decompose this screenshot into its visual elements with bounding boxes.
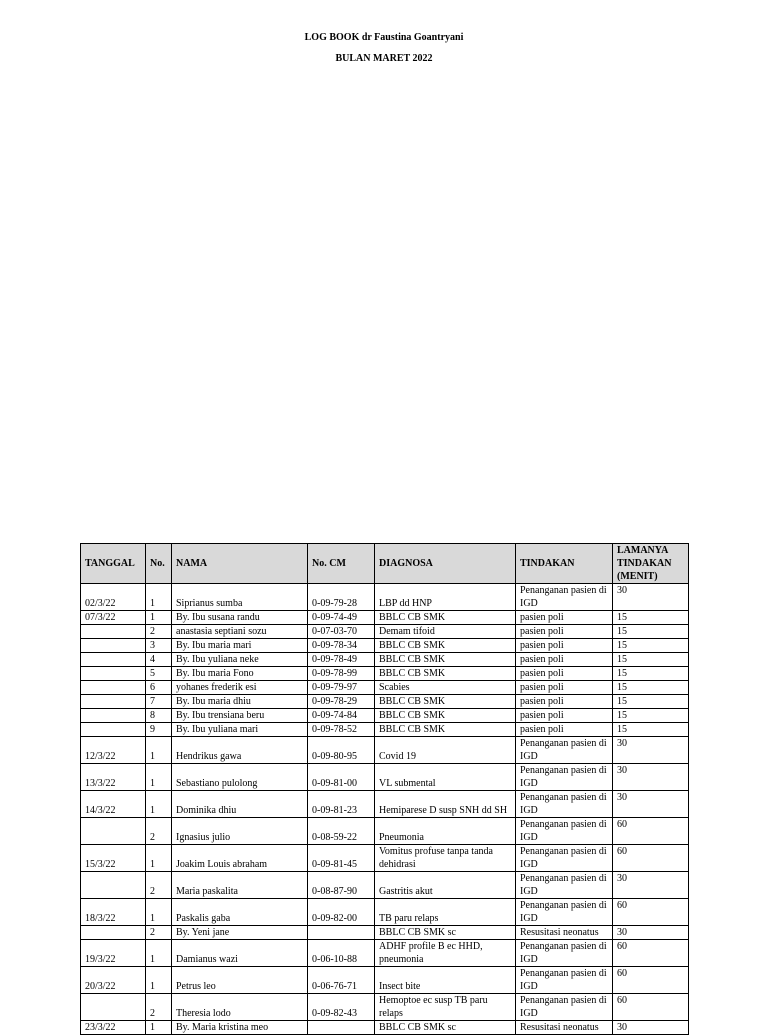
cell-diagnosa: Covid 19 xyxy=(375,737,516,764)
cell-no: 1 xyxy=(146,1021,172,1035)
cell-lamanya: 30 xyxy=(613,764,689,791)
cell-diagnosa: LBP dd HNP xyxy=(375,584,516,611)
page-subtitle: BULAN MARET 2022 xyxy=(335,53,433,64)
table-row xyxy=(81,872,689,899)
cell-nama: Damianus wazi xyxy=(172,940,308,967)
cell-diagnosa: Hemoptoe ec susp TB paru relaps xyxy=(375,994,516,1021)
cell-tanggal xyxy=(81,872,146,899)
cell-tanggal: 19/3/22 xyxy=(81,940,146,967)
cell-no-cm xyxy=(308,1021,375,1035)
cell-no: 1 xyxy=(146,611,172,625)
cell-diagnosa: BBLC CB SMK xyxy=(375,709,516,723)
cell-no-cm: 0-09-74-84 xyxy=(308,709,375,723)
cell-nama: yohanes frederik esi xyxy=(172,681,308,695)
cell-nama: By. Ibu maria mari xyxy=(172,639,308,653)
cell-nama: Hendrikus gawa xyxy=(172,737,308,764)
cell-no: 2 xyxy=(146,872,172,899)
cell-no-cm: 0-08-87-90 xyxy=(308,872,375,899)
cell-no: 8 xyxy=(146,709,172,723)
table-row xyxy=(81,667,689,681)
table-row xyxy=(81,994,689,1021)
cell-lamanya: 60 xyxy=(613,967,689,994)
cell-no-cm: 0-09-78-49 xyxy=(308,653,375,667)
cell-diagnosa: Gastritis akut xyxy=(375,872,516,899)
cell-tindakan: pasien poli xyxy=(516,723,613,737)
cell-no: 6 xyxy=(146,681,172,695)
cell-tindakan: Penanganan pasien di IGD xyxy=(516,967,613,994)
cell-diagnosa: BBLC CB SMK sc xyxy=(375,1021,516,1035)
cell-nama: By. Ibu maria Fono xyxy=(172,667,308,681)
cell-lamanya: 60 xyxy=(613,899,689,926)
cell-lamanya: 30 xyxy=(613,584,689,611)
cell-tindakan: Penanganan pasien di IGD xyxy=(516,940,613,967)
cell-tanggal xyxy=(81,695,146,709)
cell-no: 5 xyxy=(146,667,172,681)
cell-diagnosa: Hemiparese D susp SNH dd SH xyxy=(375,791,516,818)
cell-nama: By. Maria kristina meo xyxy=(172,1021,308,1035)
cell-no: 2 xyxy=(146,926,172,940)
cell-tanggal: 13/3/22 xyxy=(81,764,146,791)
cell-diagnosa: Pneumonia xyxy=(375,818,516,845)
cell-nama: Paskalis gaba xyxy=(172,899,308,926)
cell-no-cm: 0-06-76-71 xyxy=(308,967,375,994)
column-header-diagnosa: DIAGNOSA xyxy=(375,544,516,584)
cell-no-cm: 0-09-80-95 xyxy=(308,737,375,764)
cell-tanggal xyxy=(81,994,146,1021)
cell-tindakan: pasien poli xyxy=(516,611,613,625)
column-header-no-cm: No. CM xyxy=(308,544,375,584)
table-row xyxy=(81,584,689,611)
cell-tanggal xyxy=(81,639,146,653)
cell-nama: Joakim Louis abraham xyxy=(172,845,308,872)
cell-no: 7 xyxy=(146,695,172,709)
table-row xyxy=(81,723,689,737)
cell-no-cm: 0-08-59-22 xyxy=(308,818,375,845)
table-row xyxy=(81,639,689,653)
cell-tanggal: 15/3/22 xyxy=(81,845,146,872)
table-row xyxy=(81,926,689,940)
cell-no-cm: 0-09-78-29 xyxy=(308,695,375,709)
cell-diagnosa: BBLC CB SMK xyxy=(375,667,516,681)
cell-tanggal xyxy=(81,818,146,845)
cell-nama: Dominika dhiu xyxy=(172,791,308,818)
table-row xyxy=(81,899,689,926)
cell-diagnosa: VL submental xyxy=(375,764,516,791)
cell-diagnosa: Vomitus profuse tanpa tanda dehidrasi xyxy=(375,845,516,872)
cell-lamanya: 15 xyxy=(613,625,689,639)
table-row xyxy=(81,737,689,764)
cell-no: 1 xyxy=(146,764,172,791)
cell-lamanya: 30 xyxy=(613,872,689,899)
cell-tanggal xyxy=(81,667,146,681)
cell-tindakan: Resusitasi neonatus xyxy=(516,926,613,940)
cell-diagnosa: BBLC CB SMK sc xyxy=(375,926,516,940)
cell-lamanya: 15 xyxy=(613,681,689,695)
cell-no-cm: 0-06-10-88 xyxy=(308,940,375,967)
cell-tindakan: pasien poli xyxy=(516,681,613,695)
cell-tanggal: 14/3/22 xyxy=(81,791,146,818)
cell-tanggal: 23/3/22 xyxy=(81,1021,146,1035)
column-header-lamanya: LAMANYA TINDAKAN (MENIT) xyxy=(613,544,689,584)
cell-no: 2 xyxy=(146,818,172,845)
cell-diagnosa: Scabies xyxy=(375,681,516,695)
cell-lamanya: 30 xyxy=(613,1021,689,1035)
cell-tindakan: Penanganan pasien di IGD xyxy=(516,845,613,872)
cell-diagnosa: BBLC CB SMK xyxy=(375,695,516,709)
cell-tindakan: Penanganan pasien di IGD xyxy=(516,872,613,899)
cell-no-cm: 0-09-82-00 xyxy=(308,899,375,926)
cell-lamanya: 15 xyxy=(613,667,689,681)
cell-tanggal xyxy=(81,653,146,667)
cell-no-cm: 0-09-78-34 xyxy=(308,639,375,653)
table-row xyxy=(81,818,689,845)
cell-tindakan: Penanganan pasien di IGD xyxy=(516,791,613,818)
cell-nama: By. Ibu susana randu xyxy=(172,611,308,625)
cell-diagnosa: BBLC CB SMK xyxy=(375,639,516,653)
table-row xyxy=(81,695,689,709)
cell-no: 1 xyxy=(146,791,172,818)
cell-no: 1 xyxy=(146,584,172,611)
cell-no-cm: 0-09-78-52 xyxy=(308,723,375,737)
table-body xyxy=(81,584,689,1035)
cell-nama: Siprianus sumba xyxy=(172,584,308,611)
cell-no: 1 xyxy=(146,899,172,926)
cell-tindakan: pasien poli xyxy=(516,653,613,667)
table-row xyxy=(81,764,689,791)
cell-diagnosa: Demam tifoid xyxy=(375,625,516,639)
cell-tindakan: pasien poli xyxy=(516,625,613,639)
table-row xyxy=(81,791,689,818)
cell-tindakan: Penanganan pasien di IGD xyxy=(516,584,613,611)
log-table xyxy=(80,543,689,1035)
cell-lamanya: 60 xyxy=(613,818,689,845)
table-row xyxy=(81,845,689,872)
cell-diagnosa: ADHF profile B ec HHD, pneumonia xyxy=(375,940,516,967)
cell-lamanya: 60 xyxy=(613,994,689,1021)
cell-no: 1 xyxy=(146,940,172,967)
cell-nama: anastasia septiani sozu xyxy=(172,625,308,639)
cell-diagnosa: BBLC CB SMK xyxy=(375,723,516,737)
cell-diagnosa: BBLC CB SMK xyxy=(375,611,516,625)
cell-no-cm xyxy=(308,926,375,940)
cell-no-cm: 0-09-81-45 xyxy=(308,845,375,872)
cell-tindakan: pasien poli xyxy=(516,709,613,723)
cell-nama: Ignasius julio xyxy=(172,818,308,845)
cell-no-cm: 0-09-81-00 xyxy=(308,764,375,791)
cell-no-cm: 0-07-03-70 xyxy=(308,625,375,639)
table-row xyxy=(81,709,689,723)
cell-nama: Sebastiano pulolong xyxy=(172,764,308,791)
cell-tindakan: Penanganan pasien di IGD xyxy=(516,994,613,1021)
cell-no-cm: 0-09-74-49 xyxy=(308,611,375,625)
column-header-tanggal: TANGGAL xyxy=(81,544,146,584)
cell-lamanya: 30 xyxy=(613,926,689,940)
cell-nama: By. Ibu yuliana neke xyxy=(172,653,308,667)
cell-tindakan: Penanganan pasien di IGD xyxy=(516,899,613,926)
table-header-row xyxy=(81,544,689,584)
column-header-nama: NAMA xyxy=(172,544,308,584)
table-row xyxy=(81,653,689,667)
table-row xyxy=(81,940,689,967)
cell-tanggal xyxy=(81,723,146,737)
cell-lamanya: 15 xyxy=(613,639,689,653)
cell-diagnosa: TB paru relaps xyxy=(375,899,516,926)
cell-lamanya: 60 xyxy=(613,940,689,967)
cell-tanggal: 12/3/22 xyxy=(81,737,146,764)
cell-tanggal xyxy=(81,625,146,639)
cell-tanggal xyxy=(81,681,146,695)
cell-no: 2 xyxy=(146,625,172,639)
cell-lamanya: 60 xyxy=(613,845,689,872)
cell-tindakan: pasien poli xyxy=(516,695,613,709)
cell-tanggal: 20/3/22 xyxy=(81,967,146,994)
cell-lamanya: 15 xyxy=(613,723,689,737)
cell-nama: By. Yeni jane xyxy=(172,926,308,940)
cell-lamanya: 15 xyxy=(613,653,689,667)
cell-tindakan: pasien poli xyxy=(516,667,613,681)
cell-no-cm: 0-09-81-23 xyxy=(308,791,375,818)
cell-diagnosa: BBLC CB SMK xyxy=(375,653,516,667)
cell-no-cm: 0-09-78-99 xyxy=(308,667,375,681)
table-row xyxy=(81,611,689,625)
cell-nama: Petrus leo xyxy=(172,967,308,994)
cell-no-cm: 0-09-79-28 xyxy=(308,584,375,611)
cell-tanggal: 07/3/22 xyxy=(81,611,146,625)
cell-nama: By. Ibu maria dhiu xyxy=(172,695,308,709)
cell-tindakan: Penanganan pasien di IGD xyxy=(516,737,613,764)
cell-tindakan: Penanganan pasien di IGD xyxy=(516,818,613,845)
cell-no-cm: 0-09-79-97 xyxy=(308,681,375,695)
cell-lamanya: 15 xyxy=(613,695,689,709)
cell-tindakan: pasien poli xyxy=(516,639,613,653)
cell-no: 1 xyxy=(146,845,172,872)
column-header-no: No. xyxy=(146,544,172,584)
cell-diagnosa: Insect bite xyxy=(375,967,516,994)
cell-tanggal: 02/3/22 xyxy=(81,584,146,611)
cell-nama: Theresia lodo xyxy=(172,994,308,1021)
cell-tindakan: Resusitasi neonatus xyxy=(516,1021,613,1035)
cell-nama: By. Ibu yuliana mari xyxy=(172,723,308,737)
cell-lamanya: 15 xyxy=(613,611,689,625)
cell-no: 1 xyxy=(146,967,172,994)
table-row xyxy=(81,625,689,639)
table-row xyxy=(81,681,689,695)
cell-tanggal xyxy=(81,926,146,940)
cell-no: 3 xyxy=(146,639,172,653)
column-header-tindakan: TINDAKAN xyxy=(516,544,613,584)
cell-nama: By. Ibu trensiana beru xyxy=(172,709,308,723)
page-title: LOG BOOK dr Faustina Goantryani xyxy=(304,32,464,43)
cell-no: 9 xyxy=(146,723,172,737)
cell-lamanya: 30 xyxy=(613,791,689,818)
cell-tanggal xyxy=(81,709,146,723)
cell-no: 2 xyxy=(146,994,172,1021)
cell-nama: Maria paskalita xyxy=(172,872,308,899)
table-row xyxy=(81,1021,689,1035)
table-row xyxy=(81,967,689,994)
cell-lamanya: 15 xyxy=(613,709,689,723)
cell-no: 1 xyxy=(146,737,172,764)
cell-tindakan: Penanganan pasien di IGD xyxy=(516,764,613,791)
cell-lamanya: 30 xyxy=(613,737,689,764)
cell-no-cm: 0-09-82-43 xyxy=(308,994,375,1021)
cell-tanggal: 18/3/22 xyxy=(81,899,146,926)
cell-no: 4 xyxy=(146,653,172,667)
